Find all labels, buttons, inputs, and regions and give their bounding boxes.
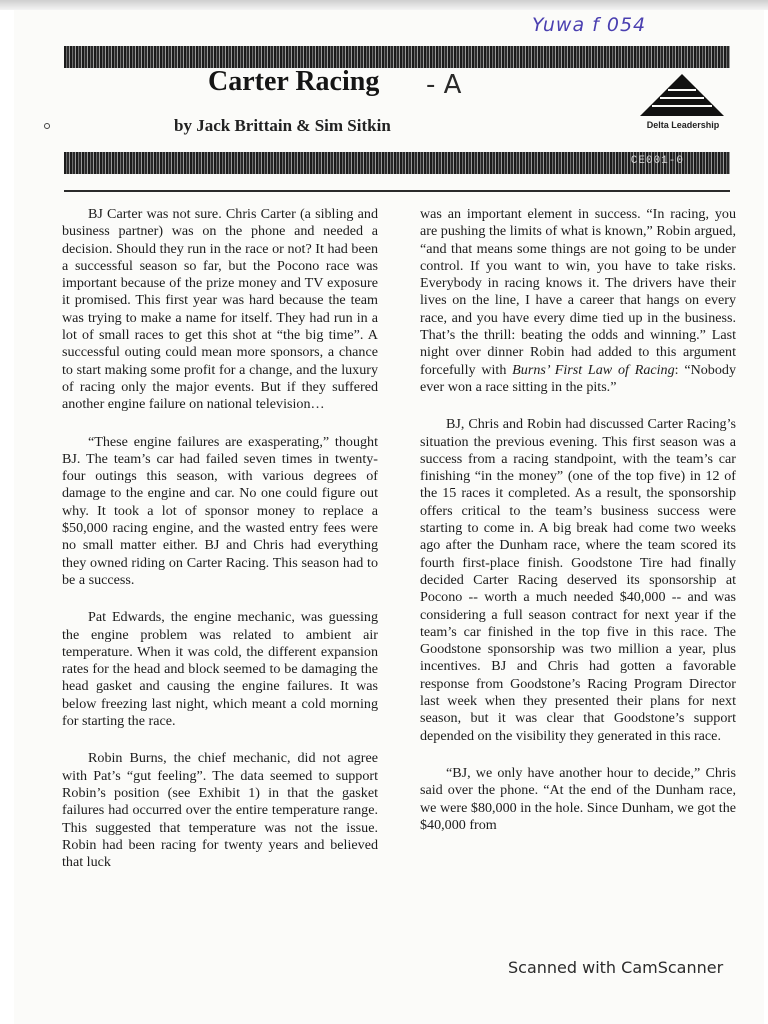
delta-leadership-logo — [632, 72, 734, 134]
paragraph: Robin Burns, the chief mechanic, did not agree with Pat’s “gut feeling”. The data seemed to support Robin’s position (see Exhibit 1) in that the gasket failures had occurred over the entire temperature range. This suggested that temperature was not the issue. Robin had been racing for twenty years and believed that luck — [62, 750, 378, 871]
paragraph: Pat Edwards, the engine mechanic, was guessing the engine problem was related to ambient air temperature. When it was cold, the different expansion rates for the head and block seemed to be damaging the head gasket and causing the engine failures. It was below freezing last night, which meant a cold morning for starting the race. — [62, 609, 378, 730]
scan-edge — [0, 0, 768, 10]
paragraph: BJ, Chris and Robin had discussed Carter Racing’s situation the previous evening. This first season was a success from a racing standpoint, with the team’s car finishing “in the money” (one of the top five) in 12 of the 15 races it completed. As a result, the sponsorship offers critical to the team’s business success were starting to come in. A big break had come two weeks ago after the Dunham race, where the team scored its fourth first-place finish. Goodstone Tire had finally decided Carter Racing deserved its sponsorship at Pocono -- worth a much needed $40,000 -- and was considering a full season contract for next year if the team’s car finished in the top five in this race. The Goodstone sponsorship was two million a year, plus incentives. BJ and Chris had gotten a favorable response from Goodstone’s Racing Program Director last week when they presented their plans for next season, but it was clear that Goodstone’s support depended on the visibility they generated in this race. — [420, 416, 736, 744]
paragraph: “BJ, we only have another hour to decide,” Chris said over the phone. “At the end of the Dunham race, we were $80,000 in the hole. Since Dunham, we got the $40,000 from — [420, 764, 736, 833]
law-title: Burns’ First Law of Racing — [512, 361, 675, 378]
logo-text: Delta Leadership — [646, 120, 720, 130]
right-column — [420, 206, 736, 946]
paragraph: “These engine failures are exasperating,” thought BJ. The team’s car had failed seven times in twenty-four outings this season, with various degrees of damage to the engine and car. No one could figure out why. It took a lot of sponsor money to replace a $50,000 racing engine, and the wasted entry fees were no small matter either. BJ and Chris had everything they owned riding on Carter Racing. This season had to be a success. — [62, 433, 378, 588]
header-rule — [64, 190, 730, 192]
left-column — [62, 206, 378, 946]
page-title: Carter Racing — [208, 66, 380, 97]
author-line: by Jack Brittain & Sim Sitkin — [174, 116, 391, 135]
handwritten-note: Yuwa f 054 — [532, 14, 647, 36]
band-code: CE001-0 — [630, 155, 684, 167]
pyramid-icon — [632, 72, 734, 120]
title-handwritten-suffix: - A — [426, 70, 462, 100]
margin-dot — [44, 123, 50, 129]
paragraph: BJ Carter was not sure. Chris Carter (a sibling and business partner) was on the phone and needed a decision. Should they run in the race or not? It had been a successful season so far, but the Pocono race was important because of the prize money and TV exposure it promised. This first year was hard because the team was trying to make a name for itself. They had run in a lot of small races to get this shot at “the big time”. A successful outing could mean more sponsors, a chance to start making some profit for a change, and the luxury of racing only the major events. But if they suffered another engine failure on national television… — [62, 206, 378, 413]
header-band-top — [64, 46, 730, 68]
paragraph-text: : “Nobody ever won a race sitting in the pits.” — [420, 361, 736, 395]
paragraph — [420, 206, 736, 396]
header-band-bottom — [64, 152, 730, 174]
scanner-watermark: Scanned with CamScanner — [508, 958, 724, 977]
paragraph-text: was an important element in success. “In racing, you are pushing the limits of what is known,” Robin argued, “and that means some things are not going to be under control. If you want to win, you have to take risks. Everybody in racing knows it. The drivers have their lives on the line, I have a career that hangs on every race, and you have every dime tied up in the business. That’s the thrill: beating the odds and winning.” Last night over dinner Robin had added to this argument forcefully with — [420, 206, 736, 378]
